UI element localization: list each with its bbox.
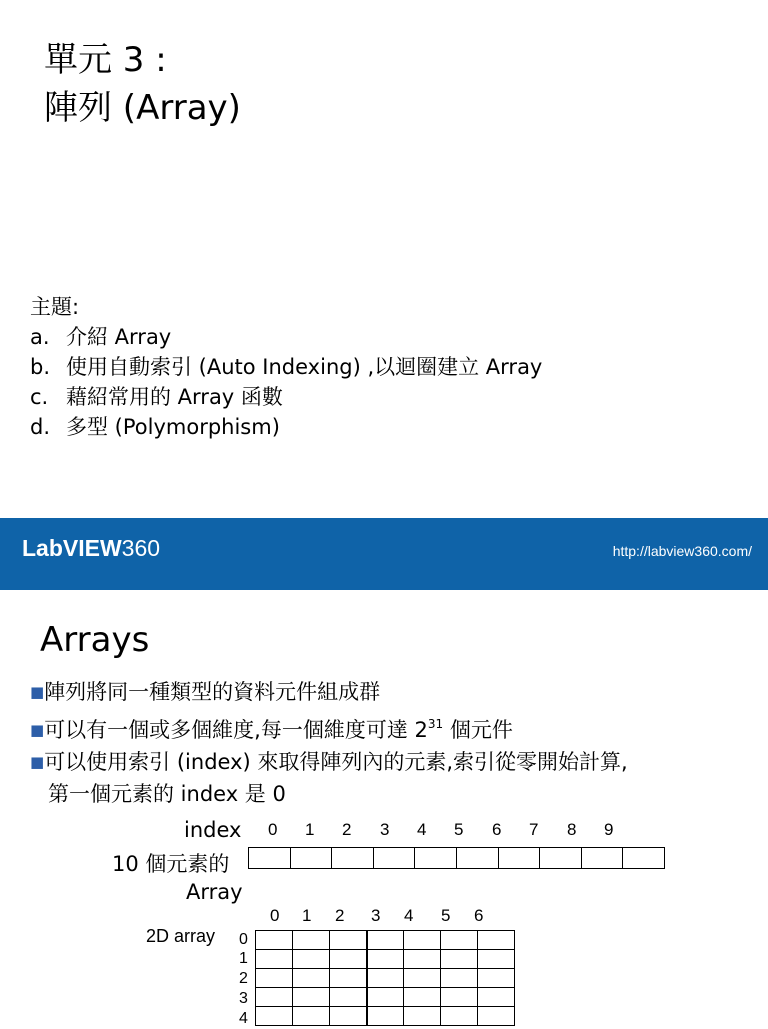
array-cell [623, 848, 664, 868]
bullet-list [30, 676, 628, 810]
topics-heading: 主題: [30, 295, 80, 319]
two-d-array-label: 2D array [146, 926, 216, 946]
site-url[interactable]: http://labview360.com/ [612, 543, 752, 559]
labview360-logo: LabVIEW360 [22, 535, 161, 561]
column-number: 6 [474, 906, 484, 925]
slide-title-arrays: Arrays [40, 620, 150, 660]
index-number: 6 [492, 820, 502, 839]
topic-item: a. 介紹 Array [30, 325, 172, 349]
array-cell [457, 848, 499, 868]
column-number: 3 [371, 906, 381, 925]
index-number: 1 [305, 820, 315, 839]
array-cell [540, 848, 582, 868]
column-number: 2 [335, 906, 345, 925]
index-number: 5 [454, 820, 464, 839]
topics-list [30, 292, 542, 442]
index-number: 8 [567, 820, 577, 839]
array-label: Array [186, 880, 243, 904]
column-number: 4 [404, 906, 414, 925]
bullet-continuation: 第一個元素的 index 是 0 [48, 782, 286, 806]
slide-title [44, 36, 241, 132]
square-bullet-icon: ■ [30, 721, 45, 739]
topic-item: d. 多型 (Polymorphism) [30, 415, 280, 439]
row-number: 1 [239, 950, 248, 967]
index-number: 9 [604, 820, 614, 839]
row-number: 3 [239, 990, 248, 1007]
array-cell [374, 848, 416, 868]
bullet-item: ■可以有一個或多個維度,每一個維度可達 $2^{31}$ 個元件 [30, 717, 513, 742]
square-bullet-icon: ■ [30, 683, 45, 701]
square-bullet-icon: ■ [30, 753, 45, 771]
row-number: 4 [239, 1010, 248, 1027]
index-number: 2 [342, 820, 352, 839]
topic-item: c. 藉紹常用的 Array 函數 [30, 385, 283, 409]
row-number: 2 [239, 970, 248, 987]
index-number: 3 [380, 820, 390, 839]
array-cell [249, 848, 291, 868]
row-number: 0 [239, 931, 248, 948]
array-cell [582, 848, 624, 868]
two-d-array-grid [255, 930, 515, 1026]
column-number: 1 [302, 906, 312, 925]
array-cell [332, 848, 374, 868]
bullet-item: ■陣列將同一種類型的資料元件組成群 [30, 680, 381, 704]
index-number: 0 [268, 820, 278, 839]
bullet-item: ■可以使用索引 (index) 來取得陣列內的元素,索引從零開始計算, [30, 750, 628, 774]
index-number: 4 [417, 820, 427, 839]
index-number: 7 [529, 820, 539, 839]
index-label: index [184, 818, 242, 842]
column-number: 5 [441, 906, 451, 925]
title-line-2: 陣列 (Array) [44, 88, 241, 128]
array-cell [291, 848, 333, 868]
one-d-array-diagram [248, 847, 665, 869]
element-count-label: 10 個元素的 [112, 852, 230, 876]
title-line-1: 單元 3 : [44, 40, 167, 80]
column-number: 0 [270, 906, 280, 925]
array-cell [499, 848, 541, 868]
topic-item: b. 使用自動索引 (Auto Indexing) ,以迴圈建立 Array [30, 355, 543, 379]
array-cell [415, 848, 457, 868]
